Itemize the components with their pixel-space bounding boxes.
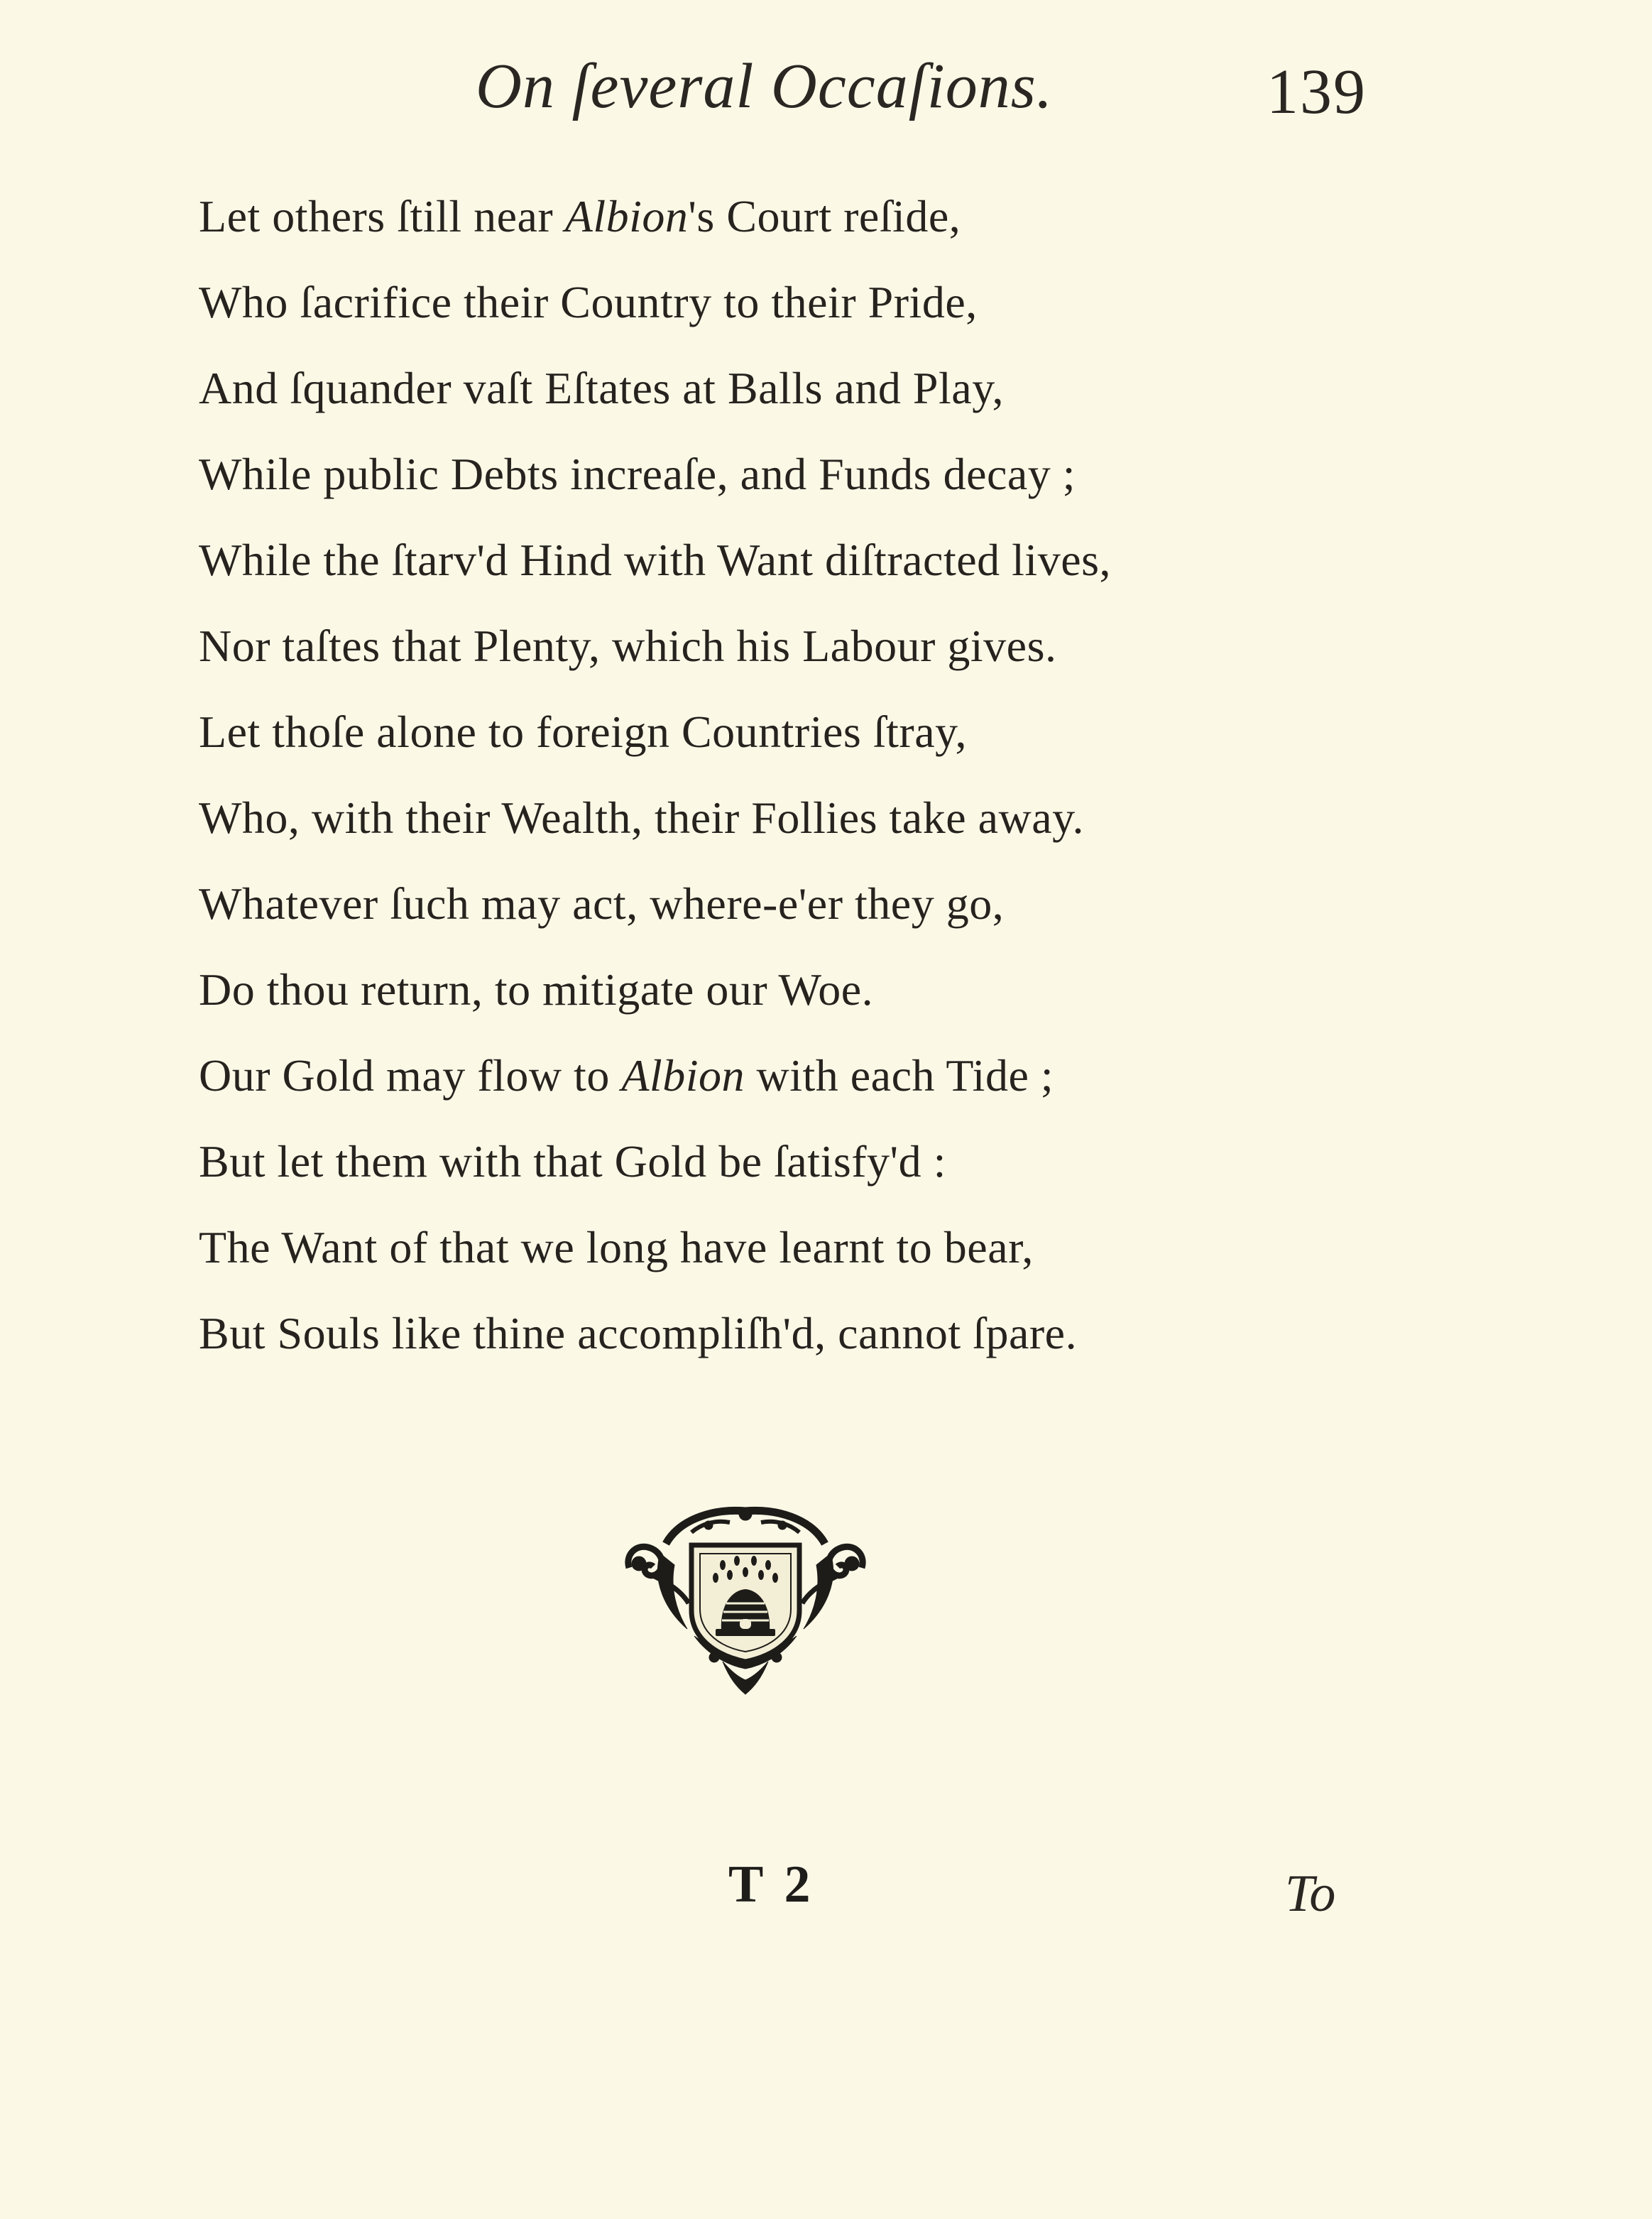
poem-text [199, 173, 1548, 1376]
poem-line [199, 173, 1548, 259]
line-text: But Souls like thine accompliſh'd, cannot ſpare. [199, 1308, 1078, 1358]
signature-mark: T 2 [728, 1855, 815, 1914]
line-text: And ſquander vaſt Eſtates at Balls and Play, [199, 363, 1005, 413]
italic-name: Albion [564, 191, 689, 241]
page-number: 139 [1267, 57, 1367, 127]
line-text: But let them with that Gold be ſatisfy'd : [199, 1136, 946, 1187]
line-text: The Want of that we long have learnt to bear, [199, 1222, 1034, 1272]
catchword: To [1285, 1865, 1336, 1923]
poem-line [199, 259, 1548, 345]
line-text: with each Tide ; [744, 1050, 1054, 1101]
poem-line [199, 947, 1548, 1032]
line-text: Who ſacrifice their Country to their Pride, [199, 277, 978, 327]
poem-line [199, 603, 1548, 689]
line-text: Do thou return, to mitigate our Woe. [199, 964, 874, 1015]
poem-line [199, 861, 1548, 947]
running-head: On ſeveral Occaſions. [476, 51, 1054, 121]
line-text: Who, with their Wealth, their Follies take away. [199, 792, 1084, 843]
beehive-cartouche-icon [623, 1504, 868, 1696]
line-text: Let others ſtill near [199, 191, 565, 241]
italic-name: Albion [621, 1050, 745, 1101]
poem-line [199, 689, 1548, 775]
poem-line [199, 431, 1548, 517]
line-text: 's Court reſide, [688, 191, 961, 241]
poem-line [199, 1204, 1548, 1290]
poem-line [199, 775, 1548, 861]
poem-line [199, 1032, 1548, 1118]
poem-line [199, 1290, 1548, 1376]
line-text: Whatever ſuch may act, where-e'er they go, [199, 878, 1005, 929]
poem-line [199, 517, 1548, 603]
line-text: While the ſtarv'd Hind with Want diſtracted lives, [199, 535, 1111, 585]
poem-line [199, 1118, 1548, 1204]
line-text: Let thoſe alone to foreign Countries ſtray, [199, 707, 967, 757]
line-text: Nor taſtes that Plenty, which his Labour gives. [199, 621, 1057, 671]
line-text: Our Gold may flow to [199, 1050, 622, 1101]
poem-line [199, 345, 1548, 431]
line-text: While public Debts increaſe, and Funds decay ; [199, 449, 1076, 499]
